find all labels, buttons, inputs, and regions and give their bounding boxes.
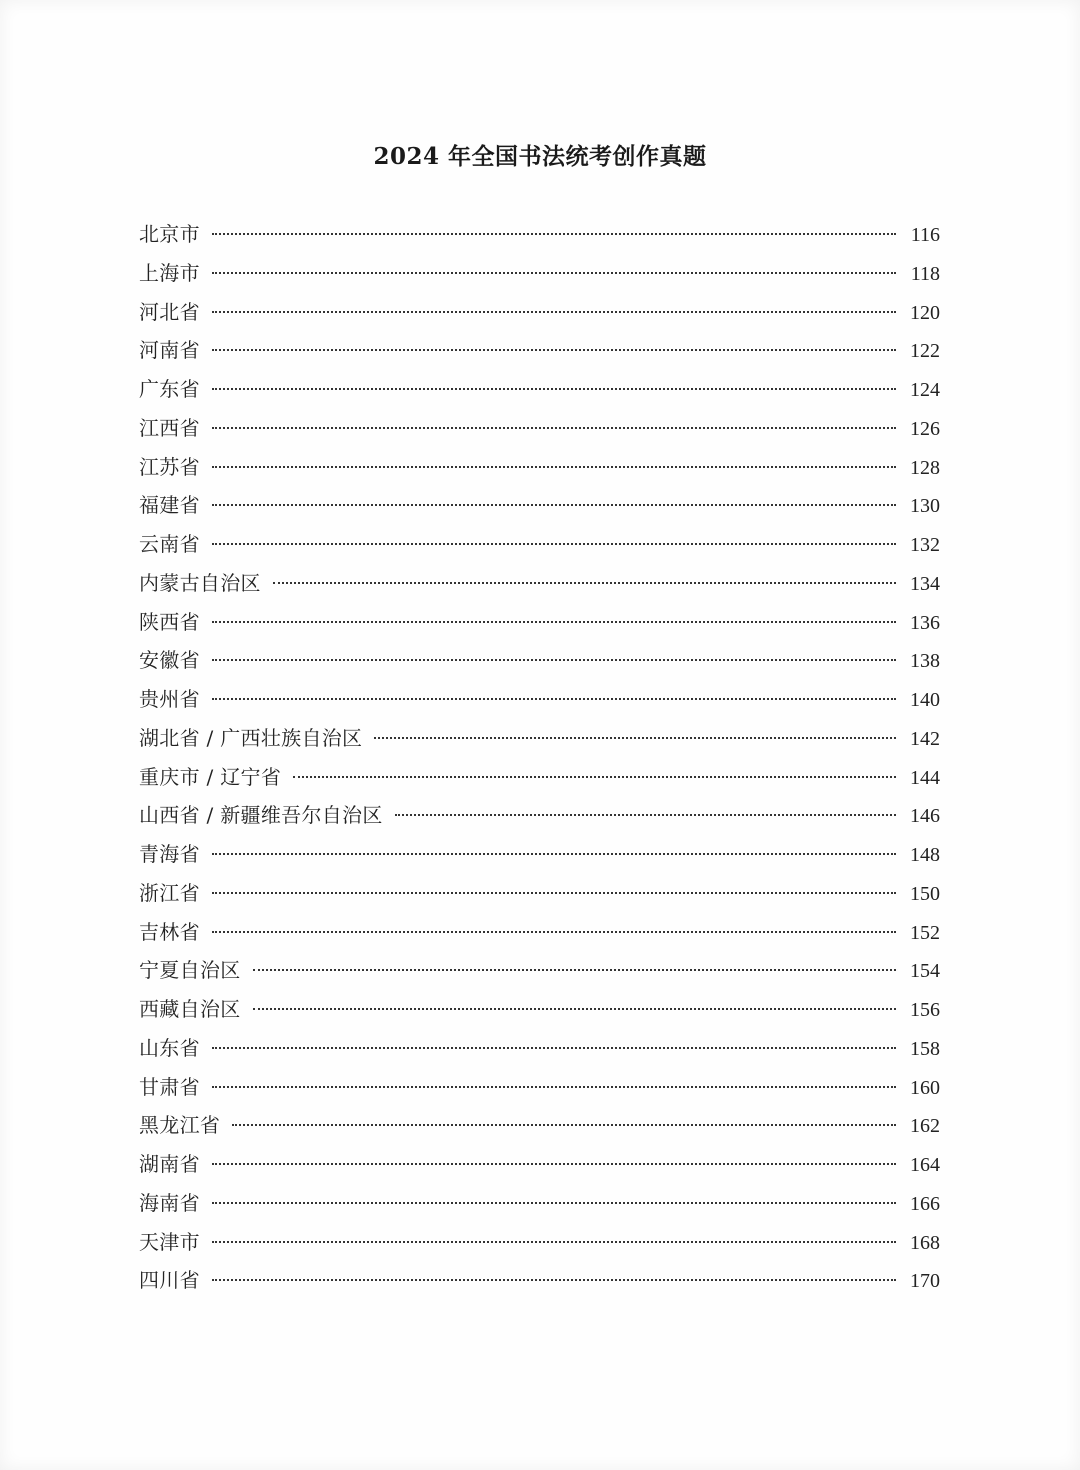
toc-entry-page-number: 122: [910, 340, 940, 363]
dot-leader: [273, 582, 896, 584]
toc-entry: [139, 334, 940, 373]
toc-entry: [139, 761, 940, 800]
toc-entry: [139, 954, 940, 993]
toc-entry: [139, 606, 940, 645]
dot-leader: [212, 349, 896, 351]
toc-entry: [139, 451, 940, 490]
toc-entry-page-number: 144: [910, 766, 940, 789]
dot-leader: [212, 466, 896, 468]
toc-entry: [139, 1226, 940, 1265]
dot-leader: [212, 698, 896, 700]
toc-entry: [139, 567, 940, 606]
toc-entry-label: 湖北省 / 广西壮族自治区: [139, 725, 363, 750]
toc-entry-label: 安徽省: [139, 648, 200, 673]
toc-entry: [139, 644, 940, 683]
dot-leader: [212, 272, 896, 274]
toc-entry: [139, 993, 940, 1032]
dot-leader: [212, 1163, 896, 1165]
dot-leader: [253, 969, 897, 971]
toc-entry: [139, 838, 940, 877]
toc-entry-page-number: 156: [910, 999, 940, 1021]
toc-entry-page-number: 136: [910, 611, 940, 634]
toc-entry-page-number: 158: [910, 1037, 940, 1060]
toc-entry-label: 山西省 / 新疆维吾尔自治区: [139, 803, 383, 828]
toc-entry: [139, 1032, 940, 1071]
toc-entry: [139, 799, 940, 838]
dot-leader: [212, 1241, 896, 1243]
toc-entry: [139, 1071, 940, 1110]
toc-entry-label: 青海省: [139, 842, 200, 866]
dot-leader: [374, 737, 896, 739]
toc-entry-page-number: 154: [910, 960, 940, 983]
toc-entry-label: 浙江省: [139, 880, 200, 905]
toc-entry-page-number: 162: [910, 1115, 940, 1138]
toc-entry-label: 四川省: [139, 1268, 200, 1293]
dot-leader: [212, 427, 896, 429]
toc-entry-label: 湖南省: [139, 1152, 200, 1176]
toc-entry: [139, 412, 940, 451]
toc-entry: [139, 373, 940, 412]
toc-entry-page-number: 130: [910, 495, 940, 518]
toc-entry: [139, 528, 940, 567]
toc-entry-page-number: 132: [910, 534, 940, 556]
toc-entry-label: 重庆市 / 辽宁省: [139, 764, 282, 789]
toc-entry-label: 陕西省: [139, 609, 200, 634]
dot-leader: [212, 1047, 896, 1049]
dot-leader: [212, 504, 896, 506]
toc-entry: [139, 722, 940, 761]
dot-leader: [212, 388, 896, 390]
toc-entry: [139, 1187, 940, 1226]
toc-entry-label: 甘肃省: [139, 1074, 200, 1099]
dot-leader: [395, 814, 896, 816]
toc-entry-label: 海南省: [139, 1190, 200, 1215]
toc-entry: [139, 683, 940, 722]
toc-entry-page-number: 116: [910, 224, 940, 246]
toc-entry-label: 云南省: [139, 532, 200, 556]
toc-entry-page-number: 170: [910, 1270, 940, 1293]
toc-entry-label: 天津市: [139, 1229, 200, 1254]
toc-entry-page-number: 148: [910, 844, 940, 866]
toc-entry-page-number: 166: [910, 1192, 940, 1215]
toc-entry-label: 吉林省: [139, 919, 200, 944]
dot-leader: [293, 776, 896, 778]
toc-entry-page-number: 126: [910, 417, 940, 440]
toc-entry-label: 福建省: [139, 493, 200, 518]
toc-entry: [139, 489, 940, 528]
toc-entry-label: 北京市: [139, 222, 200, 246]
toc-entry: [139, 296, 940, 335]
dot-leader: [212, 931, 896, 933]
toc-entry-label: 宁夏自治区: [139, 958, 241, 983]
dot-leader: [212, 543, 896, 545]
toc-entry-page-number: 160: [910, 1076, 940, 1099]
dot-leader: [212, 621, 896, 623]
dot-leader: [212, 233, 896, 235]
table-of-contents: [139, 218, 940, 1303]
toc-entry-page-number: 134: [910, 572, 940, 595]
toc-entry-label: 江西省: [139, 415, 200, 440]
toc-entry-label: 黑龙江省: [139, 1113, 221, 1138]
toc-entry-label: 广东省: [139, 377, 200, 401]
toc-entry-page-number: 152: [910, 921, 940, 944]
toc-entry-label: 河南省: [139, 338, 200, 363]
toc-entry: [139, 257, 940, 296]
toc-entry-page-number: 124: [910, 379, 940, 401]
toc-entry-page-number: 168: [910, 1231, 940, 1254]
dot-leader: [212, 659, 896, 661]
toc-entry-page-number: 142: [910, 727, 940, 750]
dot-leader: [212, 1279, 896, 1281]
toc-entry: [139, 1148, 940, 1187]
toc-entry: [139, 1109, 940, 1148]
page-title: 2024 年全国书法统考创作真题: [373, 143, 707, 170]
dot-leader: [212, 1086, 896, 1088]
dot-leader: [253, 1008, 897, 1010]
toc-entry-label: 江苏省: [139, 454, 200, 479]
toc-entry-page-number: 120: [910, 301, 940, 324]
dot-leader: [232, 1124, 896, 1126]
toc-entry-label: 河北省: [139, 299, 200, 324]
toc-entry: [139, 218, 940, 257]
dot-leader: [212, 853, 896, 855]
toc-entry-label: 贵州省: [139, 687, 200, 711]
toc-entry-label: 上海市: [139, 260, 200, 285]
toc-entry-label: 内蒙古自治区: [139, 570, 261, 595]
toc-entry: [139, 877, 940, 916]
toc-entry-page-number: 150: [910, 882, 940, 905]
toc-entry-page-number: 138: [910, 650, 940, 673]
toc-entry: [139, 1264, 940, 1303]
toc-entry-page-number: 128: [910, 456, 940, 479]
toc-entry-page-number: 118: [910, 262, 940, 285]
toc-entry-page-number: 140: [910, 689, 940, 711]
dot-leader: [212, 311, 896, 313]
dot-leader: [212, 1202, 896, 1204]
toc-entry-label: 西藏自治区: [139, 997, 241, 1021]
toc-entry-page-number: 146: [910, 805, 940, 828]
toc-entry-label: 山东省: [139, 1035, 200, 1060]
toc-entry-page-number: 164: [910, 1154, 940, 1176]
dot-leader: [212, 892, 896, 894]
toc-entry: [139, 916, 940, 955]
